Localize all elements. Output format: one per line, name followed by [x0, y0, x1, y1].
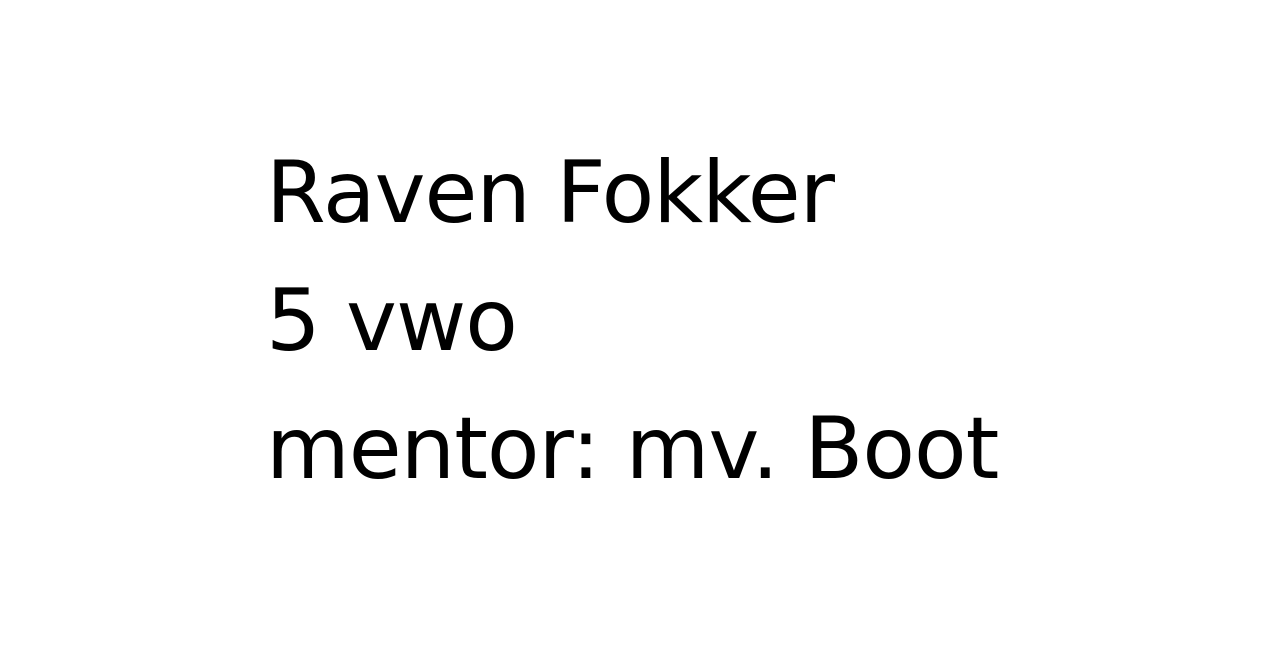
text-block — [266, 129, 998, 513]
mentor-label: mentor: mv. Boot — [266, 399, 999, 499]
class-label: 5 vwo — [266, 271, 517, 371]
student-name: Raven Fokker — [266, 143, 835, 243]
